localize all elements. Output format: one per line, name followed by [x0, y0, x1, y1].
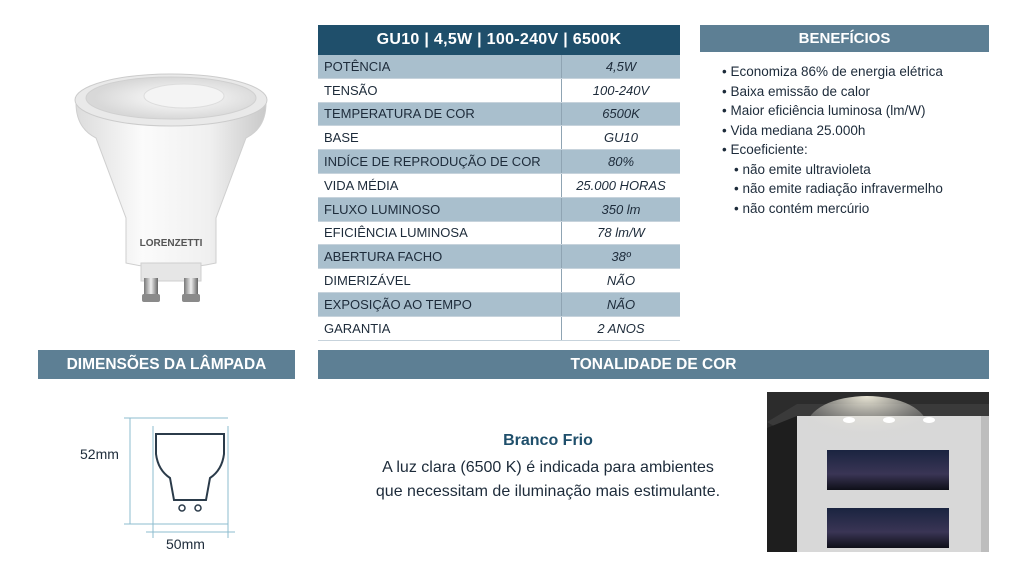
tone-header: TONALIDADE DE COR	[318, 350, 989, 379]
spec-label: INDÍCE DE REPRODUÇÃO DE COR	[318, 150, 562, 174]
brand-label: LORENZETTI	[139, 238, 203, 249]
spec-label: VIDA MÉDIA	[318, 173, 562, 197]
spec-row	[318, 245, 680, 269]
spec-label: DIMERIZÁVEL	[318, 269, 562, 293]
spec-label: POTÊNCIA	[318, 55, 562, 78]
spec-value: NÃO	[562, 292, 681, 316]
spec-row	[318, 221, 680, 245]
spec-label: EFICIÊNCIA LUMINOSA	[318, 221, 562, 245]
benefit-subitem: • não emite ultravioleta	[734, 161, 871, 177]
spec-value: GU10	[562, 126, 681, 150]
spec-table	[318, 55, 680, 341]
spec-value: 25.000 HORAS	[562, 173, 681, 197]
benefit-item: • Baixa emissão de calor	[722, 83, 871, 99]
dimensions-header: DIMENSÕES DA LÂMPADA	[38, 350, 295, 379]
spec-value: NÃO	[562, 269, 681, 293]
spec-value: 78 lm/W	[562, 221, 681, 245]
spec-row	[318, 55, 680, 78]
spec-row	[318, 197, 680, 221]
spec-row	[318, 102, 680, 126]
spec-label: BASE	[318, 126, 562, 150]
spec-value: 38º	[562, 245, 681, 269]
spec-row	[318, 173, 680, 197]
spec-label: TENSÃO	[318, 78, 562, 102]
benefit-subitem: • não contém mercúrio	[734, 200, 870, 216]
spec-header: GU10 | 4,5W | 100-240V | 6500K	[318, 25, 680, 55]
spec-row	[318, 269, 680, 293]
spec-value: 80%	[562, 150, 681, 174]
benefits-list	[722, 62, 1012, 218]
benefit-subitem: • não emite radiação infravermelho	[734, 181, 943, 196]
tone-line-2: que necessitam de iluminação mais estimulante.	[375, 483, 721, 500]
spec-row	[318, 292, 680, 316]
spec-value: 350 lm	[562, 197, 681, 221]
spec-label: ABERTURA FACHO	[318, 245, 562, 269]
height-label: 52mm	[80, 446, 119, 462]
benefit-item: • Vida mediana 25.000h	[722, 122, 866, 138]
spec-label: FLUXO LUMINOSO	[318, 197, 562, 221]
spec-value: 100-240V	[562, 78, 681, 102]
lamp-product-image	[66, 68, 276, 308]
tone-line-1: A luz clara (6500 K) é indicada para ambientes	[382, 459, 714, 476]
benefit-item: • Ecoeficiente:	[722, 142, 808, 157]
width-label: 50mm	[166, 536, 205, 552]
spec-value: 2 ANOS	[562, 316, 681, 340]
tone-description	[330, 456, 766, 504]
spec-row	[318, 150, 680, 174]
room-illustration	[767, 392, 989, 552]
benefit-item: • Economiza 86% de energia elétrica	[722, 64, 943, 79]
tone-title: Branco Frio	[503, 432, 593, 449]
spec-row	[318, 126, 680, 150]
dimension-drawing	[78, 412, 248, 560]
spec-value: 6500K	[562, 102, 681, 126]
spec-label: EXPOSIÇÃO AO TEMPO	[318, 292, 562, 316]
benefit-item: • Maior eficiência luminosa (lm/W)	[722, 103, 926, 118]
spec-row	[318, 78, 680, 102]
spec-value: 4,5W	[562, 55, 681, 78]
spec-label: TEMPERATURA DE COR	[318, 102, 562, 126]
spec-row	[318, 316, 680, 340]
spec-label: GARANTIA	[318, 316, 562, 340]
benefits-header: BENEFÍCIOS	[700, 25, 989, 52]
